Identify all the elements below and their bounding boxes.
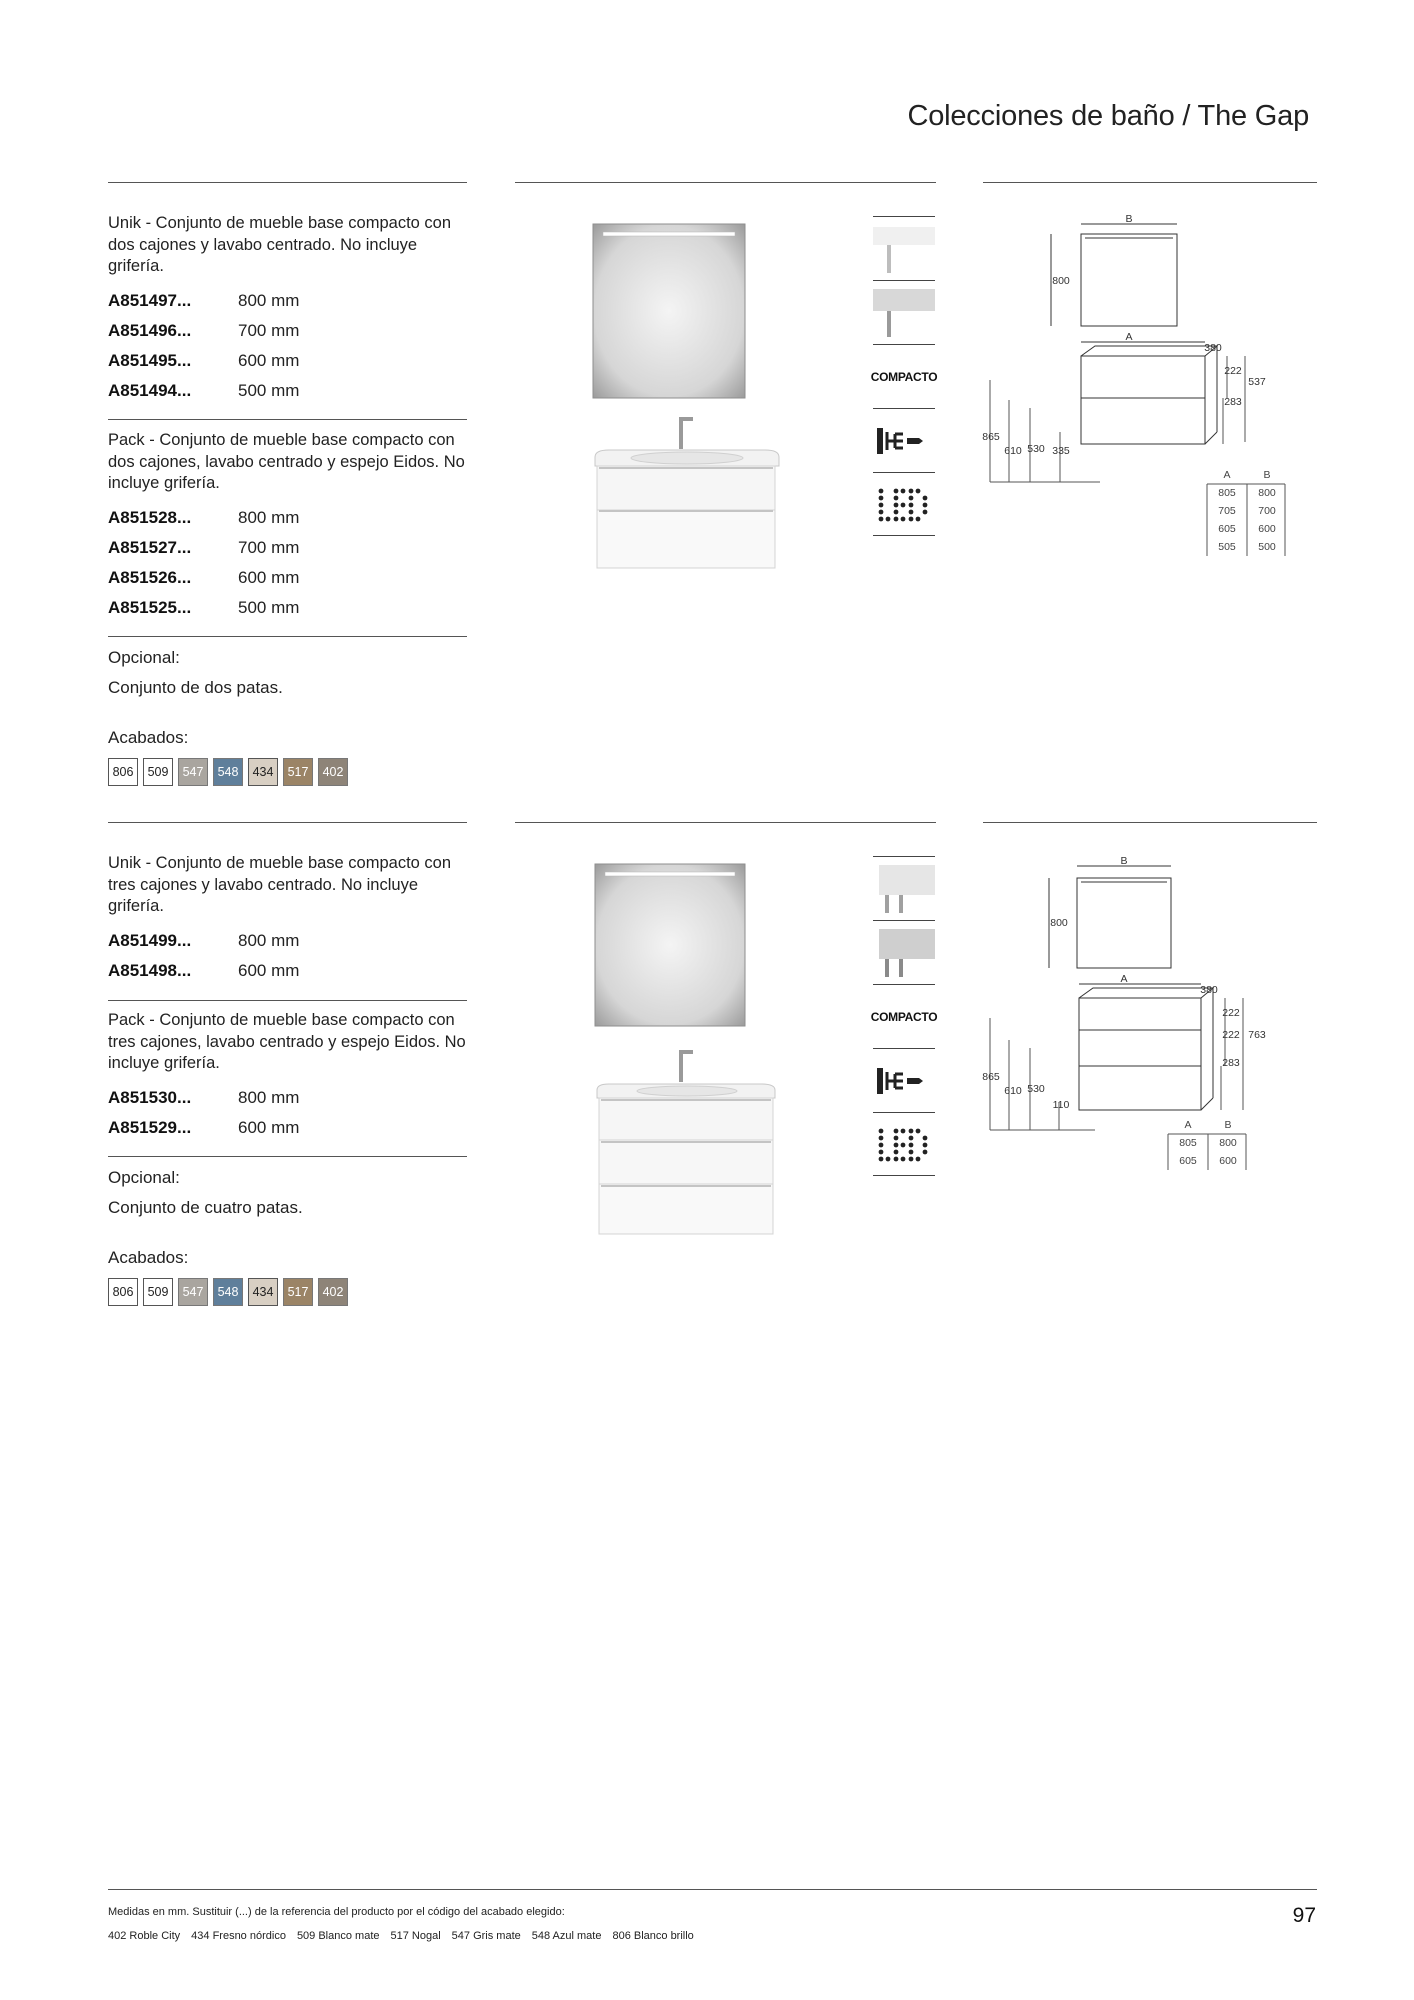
optional-label: Opcional:	[108, 1168, 180, 1187]
dim-label: A	[1120, 973, 1128, 985]
legend-item: 517 Nogal	[390, 1930, 441, 1942]
led-icon	[873, 472, 935, 536]
pack-description: Pack - Conjunto de mueble base compacto con dos cajones, lavabo centrado y espejo Eidos. No incluye grifería.	[108, 431, 465, 492]
dim-label: 800	[1052, 275, 1070, 287]
reference-size: 500 mm	[238, 381, 300, 400]
reference-size: 800 mm	[238, 291, 300, 310]
feature-icons	[870, 856, 938, 1176]
pack-reference-table	[108, 1083, 467, 1143]
furniture-legs-icon	[873, 280, 935, 344]
wall-hung-icon	[873, 856, 935, 920]
table-cell: 800	[1258, 487, 1276, 499]
reference-row	[108, 1083, 467, 1113]
optional-divider	[108, 1156, 467, 1157]
dim-label: 222	[1222, 1007, 1240, 1019]
finish-swatches	[108, 758, 348, 786]
reference-code: A851497...	[108, 291, 192, 310]
compacto-badge	[870, 984, 938, 1048]
reference-code: A851525...	[108, 598, 192, 617]
finishes-label: Acabados:	[108, 1248, 189, 1267]
table-cell: 800	[1219, 1137, 1237, 1149]
legend-item: 806 Blanco brillo	[612, 1930, 694, 1942]
dim-label: B	[1120, 855, 1128, 867]
unik-reference-table	[108, 286, 467, 406]
reference-row	[108, 316, 467, 346]
finish-swatch-517: 517	[283, 758, 313, 786]
dim-label: 222	[1224, 365, 1242, 377]
reference-size: 500 mm	[238, 598, 300, 617]
dimmer-icon	[873, 1048, 935, 1112]
finish-swatch-806: 806	[108, 1278, 138, 1306]
dim-label: 800	[1050, 917, 1068, 929]
finish-swatch-547: 547	[178, 1278, 208, 1306]
dim-label: 222	[1222, 1029, 1240, 1041]
reference-row	[108, 926, 467, 956]
cabinet-outline	[1079, 998, 1201, 1110]
technical-drawing	[975, 210, 1315, 560]
table-cell: 605	[1179, 1155, 1197, 1167]
pack-description: Pack - Conjunto de mueble base compacto con tres cajones, lavabo centrado y espejo Eidos. No incluye grifería.	[108, 1011, 466, 1072]
unik-reference-table	[108, 926, 467, 986]
reference-size: 600 mm	[238, 1118, 300, 1137]
table-head: A	[1223, 469, 1231, 481]
reference-code: A851496...	[108, 321, 192, 340]
section-2-divider-right	[983, 822, 1317, 823]
legend-item: 547 Gris mate	[451, 1930, 521, 1942]
dim-label: 763	[1248, 1029, 1266, 1041]
dim-label: 610	[1004, 445, 1022, 457]
technical-drawing	[975, 852, 1315, 1172]
mirror	[593, 224, 745, 398]
legend-item: 548 Azul mate	[531, 1930, 602, 1942]
reference-row	[108, 286, 467, 316]
led-icon	[873, 1112, 935, 1176]
dim-label: A	[1125, 331, 1133, 343]
table-cell: 700	[1258, 505, 1276, 517]
table-head: A	[1184, 1119, 1192, 1131]
footer-finish-legend	[108, 1930, 694, 1942]
dim-label: 865	[982, 431, 1000, 443]
finish-swatch-548: 548	[213, 1278, 243, 1306]
reference-row	[108, 593, 467, 623]
table-head: B	[1224, 1119, 1232, 1131]
table-cell: 705	[1218, 505, 1236, 517]
legend-item: 509 Blanco mate	[296, 1930, 380, 1942]
table-head: B	[1263, 469, 1271, 481]
reference-code: A851495...	[108, 351, 192, 370]
finish-swatch-434: 434	[248, 1278, 278, 1306]
reference-row	[108, 533, 467, 563]
table-cell: 805	[1179, 1137, 1197, 1149]
dim-label: 610	[1004, 1085, 1022, 1097]
dimmer-icon	[873, 408, 935, 472]
optional-divider	[108, 636, 467, 637]
finish-swatch-509: 509	[143, 758, 173, 786]
finish-swatch-548: 548	[213, 758, 243, 786]
dim-label: 537	[1248, 376, 1266, 388]
dim-label: 110	[1052, 1099, 1070, 1111]
reference-size: 600 mm	[238, 351, 300, 370]
reference-code: A851528...	[108, 508, 192, 527]
reference-size: 600 mm	[238, 568, 300, 587]
reference-code: A851527...	[108, 538, 192, 557]
furniture-legs-icon	[873, 920, 935, 984]
table-cell: 505	[1218, 541, 1236, 553]
dim-label: 380	[1200, 984, 1218, 996]
finish-swatch-402: 402	[318, 1278, 348, 1306]
unik-description: Unik - Conjunto de mueble base compacto con dos cajones y lavabo centrado. No incluye grifería.	[108, 214, 452, 275]
reference-row	[108, 1113, 467, 1143]
dim-label: 865	[982, 1071, 1000, 1083]
dim-label: 335	[1052, 445, 1070, 457]
page-number: 97	[1292, 1904, 1316, 1927]
reference-code: A851530...	[108, 1088, 192, 1107]
section-1-divider-right	[983, 182, 1317, 183]
reference-size: 800 mm	[238, 931, 300, 950]
mirror-outline	[1081, 234, 1177, 326]
washbasin-cabinet	[595, 417, 779, 568]
finish-swatch-509: 509	[143, 1278, 173, 1306]
wall-hung-icon	[873, 216, 935, 280]
product-photo	[585, 222, 795, 594]
section-1-divider-left	[108, 182, 467, 183]
reference-row	[108, 956, 467, 986]
dim-label: 530	[1027, 1083, 1045, 1095]
dimension-table	[1168, 1119, 1246, 1170]
mirror-outline	[1077, 878, 1171, 968]
reference-code: A851498...	[108, 961, 192, 980]
dim-label: 530	[1027, 443, 1045, 455]
finish-swatch-547: 547	[178, 758, 208, 786]
legend-item: 402 Roble City	[108, 1930, 181, 1942]
section-1-divider-middle	[515, 182, 936, 183]
compacto-badge	[870, 344, 938, 408]
pack-reference-table	[108, 503, 467, 623]
dim-label: B	[1125, 213, 1133, 225]
reference-size: 700 mm	[238, 538, 300, 557]
section-2-divider-left	[108, 822, 467, 823]
reference-row	[108, 376, 467, 406]
cabinet-outline	[1081, 356, 1205, 444]
finish-swatch-434: 434	[248, 758, 278, 786]
reference-size: 700 mm	[238, 321, 300, 340]
optional-value: Conjunto de cuatro patas.	[108, 1198, 303, 1217]
footer-divider	[108, 1889, 1317, 1890]
reference-size: 800 mm	[238, 508, 300, 527]
product-photo	[585, 860, 795, 1260]
compacto-label: COMPACTO	[870, 369, 938, 384]
reference-row	[108, 563, 467, 593]
reference-row	[108, 346, 467, 376]
optional-label: Opcional:	[108, 648, 180, 667]
page-title: Colecciones de baño / The Gap	[907, 100, 1309, 132]
pack-divider	[108, 419, 467, 420]
reference-code: A851494...	[108, 381, 192, 400]
optional-value: Conjunto de dos patas.	[108, 678, 283, 697]
table-cell: 600	[1258, 523, 1276, 535]
compacto-label: COMPACTO	[870, 1009, 938, 1024]
reference-code: A851499...	[108, 931, 192, 950]
reference-size: 800 mm	[238, 1088, 300, 1107]
finish-swatches	[108, 1278, 348, 1306]
table-cell: 500	[1258, 541, 1276, 553]
dim-label: 283	[1224, 396, 1242, 408]
finish-swatch-402: 402	[318, 758, 348, 786]
dim-label: 283	[1222, 1057, 1240, 1069]
table-cell: 805	[1218, 487, 1236, 499]
reference-code: A851526...	[108, 568, 192, 587]
footer-note: Medidas en mm. Sustituir (...) de la referencia del producto por el código del acabado elegido:	[108, 1906, 565, 1918]
finish-swatch-806: 806	[108, 758, 138, 786]
reference-row	[108, 503, 467, 533]
finish-swatch-517: 517	[283, 1278, 313, 1306]
dim-label: 380	[1204, 342, 1222, 354]
reference-code: A851529...	[108, 1118, 192, 1137]
unik-description: Unik - Conjunto de mueble base compacto con tres cajones y lavabo centrado. No incluye grifería.	[108, 854, 452, 915]
table-cell: 600	[1219, 1155, 1237, 1167]
legend-item: 434 Fresno nórdico	[191, 1930, 286, 1942]
finishes-label: Acabados:	[108, 728, 189, 747]
pack-divider	[108, 1000, 467, 1001]
mirror	[595, 864, 745, 1026]
dimension-table	[1207, 469, 1285, 556]
washbasin-cabinet	[597, 1050, 775, 1234]
feature-icons	[870, 216, 938, 536]
table-cell: 605	[1218, 523, 1236, 535]
section-2-divider-middle	[515, 822, 936, 823]
reference-size: 600 mm	[238, 961, 300, 980]
